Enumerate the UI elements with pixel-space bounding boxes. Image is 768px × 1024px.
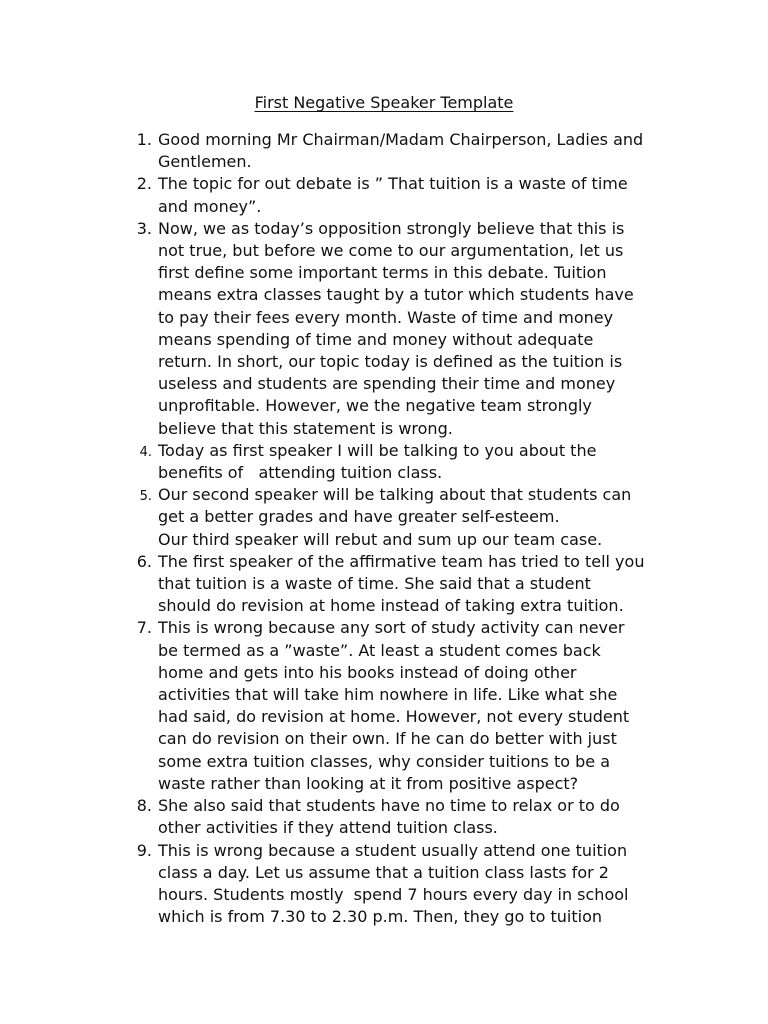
list-item-line: Our third speaker will rebut and sum up our team case. (158, 529, 603, 549)
list-item-line: some extra tuition classes, why consider tuitions to be a (158, 751, 610, 771)
list-item-number: 9. (136, 840, 152, 860)
list-item-line: can do revision on their own. If he can do better with just (158, 729, 617, 749)
list-item-line: Today as first speaker I will be talking to you about the (158, 440, 597, 460)
list-item-line: should do revision at home instead of taking extra tuition. (158, 596, 624, 616)
list-item-line: unprofitable. However, we the negative team strongly (158, 396, 592, 416)
list-item-5 (0, 484, 658, 551)
list-item-number: 3. (136, 218, 152, 238)
list-item-number: 8. (136, 796, 152, 816)
list-item-1 (0, 129, 658, 173)
list-item-line: that tuition is a waste of time. She said that a student (158, 574, 591, 594)
list-item-line: useless and students are spending their time and money (158, 374, 616, 394)
list-item-line: had said, do revision at home. However, not every student (158, 707, 630, 727)
list-item-line: The first speaker of the affirmative team has tried to tell you (158, 551, 645, 571)
list-item-line: waste rather than looking at it from positive aspect? (158, 773, 579, 793)
list-item-line: and money”. (158, 196, 262, 216)
document-title: First Negative Speaker Template (254, 93, 514, 112)
list-item-line: This is wrong because any sort of study activity can never (158, 618, 625, 638)
list-item-8 (0, 795, 658, 839)
list-item-number: 2. (136, 174, 152, 194)
list-item-4 (0, 440, 658, 484)
list-item-6 (0, 551, 658, 618)
list-item-3 (0, 218, 658, 440)
list-item-line: Gentlemen. (158, 152, 252, 172)
list-item-line: Our second speaker will be talking about that students can (158, 485, 632, 505)
list-item-number: 6. (136, 551, 152, 571)
list-item-number: 1. (136, 130, 152, 149)
list-item-2 (0, 173, 658, 217)
list-item-line: believe that this statement is wrong. (158, 418, 453, 438)
list-item-9 (0, 840, 658, 929)
list-item-line: first define some important terms in this debate. Tuition (158, 263, 607, 283)
list-item-number: 4. (139, 444, 152, 460)
numbered-list (0, 129, 768, 928)
list-item-line: not true, but before we come to our argumentation, let us (158, 241, 624, 261)
list-item-number: 5. (139, 489, 152, 505)
list-item-line: Good morning Mr Chairman/Madam Chairperson, Ladies and (158, 130, 644, 149)
list-item-line: to pay their fees every month. Waste of time and money (158, 307, 614, 327)
list-item-line: This is wrong because a student usually attend one tuition (158, 840, 628, 860)
list-item-line: activities that will take him nowhere in life. Like what she (158, 685, 618, 705)
list-item-line: benefits of attending tuition class. (158, 463, 443, 483)
list-item-line: other activities if they attend tuition class. (158, 818, 498, 838)
list-item-line: The topic for out debate is ” That tuition is a waste of time (158, 174, 628, 194)
list-item-line: She also said that students have no time to relax or to do (158, 796, 620, 816)
list-item-7 (0, 617, 658, 795)
list-item-line: return. In short, our topic today is defined as the tuition is (158, 352, 623, 372)
list-item-line: means extra classes taught by a tutor which students have (158, 285, 634, 305)
list-item-line: class a day. Let us assume that a tuition class lasts for 2 (158, 862, 609, 882)
list-item-line: hours. Students mostly spend 7 hours every day in school (158, 884, 629, 904)
list-item-line: be termed as a ”waste”. At least a student comes back (158, 640, 601, 660)
list-item-line: get a better grades and have greater self-esteem. (158, 507, 560, 527)
list-item-number: 7. (136, 618, 152, 638)
list-item-line: home and gets into his books instead of doing other (158, 662, 577, 682)
list-item-line: Now, we as today’s opposition strongly believe that this is (158, 218, 625, 238)
list-item-line: means spending of time and money without adequate (158, 329, 594, 349)
list-item-line: which is from 7.30 to 2.30 p.m. Then, they go to tuition (158, 907, 603, 927)
